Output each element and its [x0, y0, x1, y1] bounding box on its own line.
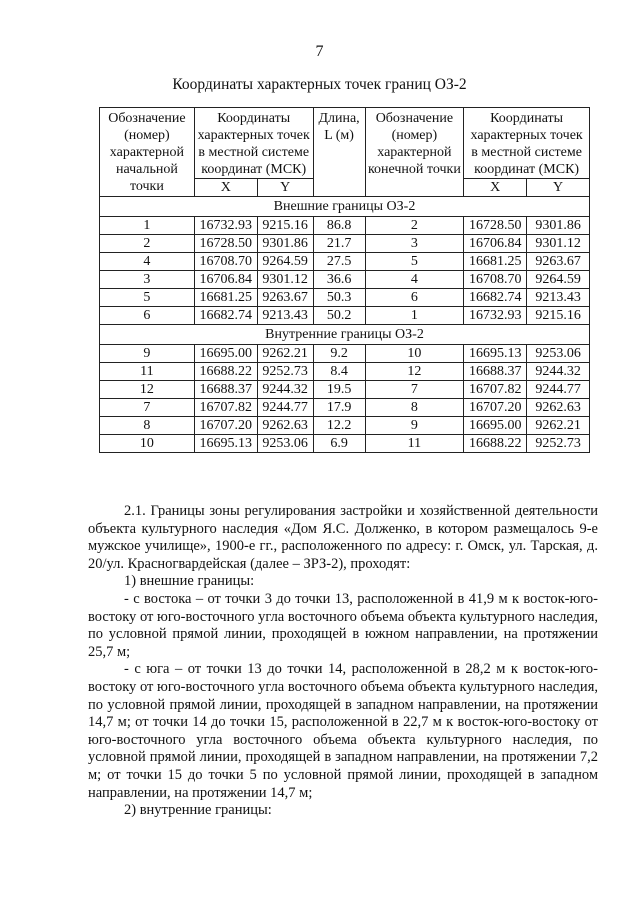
cell-start: 8: [100, 417, 195, 435]
cell-length: 86.8: [313, 217, 365, 235]
cell-y1: 9252.73: [257, 363, 313, 381]
cell-y2: 9301.12: [527, 235, 590, 253]
cell-length: 6.9: [313, 435, 365, 453]
cell-start: 4: [100, 253, 195, 271]
cell-start: 9: [100, 345, 195, 363]
cell-y1: 9244.32: [257, 381, 313, 399]
page-number: 7: [315, 43, 324, 60]
header-start-coords: Координаты характерных точек в местной системе координат (МСК): [194, 108, 313, 179]
cell-y1: 9244.77: [257, 399, 313, 417]
header-end-x: X: [464, 179, 527, 197]
cell-y1: 9262.21: [257, 345, 313, 363]
table-body: [100, 197, 590, 453]
cell-x1: 16695.13: [194, 435, 257, 453]
cell-end: 1: [365, 307, 464, 325]
paragraph-2-1: 2.1. Границы зоны регулирования застройки и хозяйственной деятельности объекта культурного наследия «Дом Я.С. Долженко, в котором размещалось 9-е мужское училище», 1900-е гг., расположенного по адресу: г. Омск, ул. Тарская, д. 20/ул. Красногвардейская (далее – ЗРЗ-2), проходят:: [88, 503, 598, 572]
cell-x2: 16707.82: [464, 381, 527, 399]
header-end-y: Y: [527, 179, 590, 197]
header-start-x: X: [194, 179, 257, 197]
header-end-coords: Координаты характерных точек в местной системе координат (МСК): [464, 108, 590, 179]
cell-start: 5: [100, 289, 195, 307]
table-row: [100, 253, 590, 271]
cell-x1: 16682.74: [194, 307, 257, 325]
cell-start: 2: [100, 235, 195, 253]
paragraph-south: - с юга – от точки 13 до точки 14, расположенной в 28,2 м к восток-юго-востоку от юго-восточного угла восточного объема объекта культурного наследия, по условной прямой линии, проходящей в западном направлении, на протяжении 14,7 м; от точки 14 до точки 15, расположенной в 22,7 м к восток-юго-востоку от юго-восточного угла восточного объема объекта культурного наследия, по условной прямой линии, проходящей в западном направлении, на протяжении 7,2 м; от точки 15 до точки 5 по условной прямой линии, проходящей в западном направлении, на протяжении 14,7 м;: [88, 661, 598, 801]
cell-end: 6: [365, 289, 464, 307]
cell-y2: 9244.32: [527, 363, 590, 381]
cell-x1: 16688.22: [194, 363, 257, 381]
cell-x2: 16688.22: [464, 435, 527, 453]
cell-y2: 9264.59: [527, 271, 590, 289]
table-row: [100, 307, 590, 325]
cell-x1: 16688.37: [194, 381, 257, 399]
cell-x2: 16707.20: [464, 399, 527, 417]
cell-x1: 16728.50: [194, 235, 257, 253]
paragraph-east: - с востока – от точки 3 до точки 13, расположенной в 41,9 м к восток-юго-востоку от юго-восточного угла восточного объема объекта культурного наследия, по условной прямой линии, проходящей в южном направлении, на протяжении 25,7 м;: [88, 590, 598, 660]
cell-end: 8: [365, 399, 464, 417]
table-row: [100, 271, 590, 289]
header-end-point: Обозначение (номер) характерной конечной точки: [365, 108, 464, 197]
cell-x2: 16695.00: [464, 417, 527, 435]
cell-length: 19.5: [313, 381, 365, 399]
cell-x2: 16688.37: [464, 363, 527, 381]
cell-start: 1: [100, 217, 195, 235]
cell-x2: 16706.84: [464, 235, 527, 253]
table-row: [100, 289, 590, 307]
table-header: [100, 108, 590, 197]
cell-length: 36.6: [313, 271, 365, 289]
cell-end: 3: [365, 235, 464, 253]
table-row: [100, 235, 590, 253]
cell-y1: 9253.06: [257, 435, 313, 453]
cell-y2: 9213.43: [527, 289, 590, 307]
cell-length: 50.3: [313, 289, 365, 307]
cell-length: 12.2: [313, 417, 365, 435]
cell-y1: 9262.63: [257, 417, 313, 435]
cell-length: 8.4: [313, 363, 365, 381]
cell-y1: 9264.59: [257, 253, 313, 271]
cell-y2: 9301.86: [527, 217, 590, 235]
cell-y2: 9252.73: [527, 435, 590, 453]
cell-length: 9.2: [313, 345, 365, 363]
cell-length: 50.2: [313, 307, 365, 325]
cell-y1: 9215.16: [257, 217, 313, 235]
cell-end: 11: [365, 435, 464, 453]
cell-x2: 16728.50: [464, 217, 527, 235]
table-row: [100, 363, 590, 381]
cell-start: 11: [100, 363, 195, 381]
table-row: [100, 345, 590, 363]
table-row: [100, 399, 590, 417]
cell-y1: 9301.86: [257, 235, 313, 253]
header-length: Длина, L (м): [313, 108, 365, 197]
cell-x2: 16732.93: [464, 307, 527, 325]
cell-length: 27.5: [313, 253, 365, 271]
cell-start: 3: [100, 271, 195, 289]
cell-length: 21.7: [313, 235, 365, 253]
cell-x1: 16695.00: [194, 345, 257, 363]
section-title-internal: Внутренние границы ОЗ-2: [100, 325, 590, 345]
cell-x1: 16681.25: [194, 289, 257, 307]
cell-x1: 16732.93: [194, 217, 257, 235]
body-text: [88, 503, 598, 820]
cell-x1: 16707.20: [194, 417, 257, 435]
cell-y1: 9263.67: [257, 289, 313, 307]
cell-y2: 9263.67: [527, 253, 590, 271]
cell-y2: 9262.21: [527, 417, 590, 435]
cell-end: 10: [365, 345, 464, 363]
cell-x2: 16682.74: [464, 289, 527, 307]
table-row: [100, 381, 590, 399]
cell-x1: 16707.82: [194, 399, 257, 417]
cell-y1: 9301.12: [257, 271, 313, 289]
cell-y1: 9213.43: [257, 307, 313, 325]
coordinates-table: [99, 107, 590, 453]
cell-end: 4: [365, 271, 464, 289]
cell-x1: 16708.70: [194, 253, 257, 271]
cell-start: 7: [100, 399, 195, 417]
cell-x2: 16695.13: [464, 345, 527, 363]
cell-y2: 9215.16: [527, 307, 590, 325]
cell-length: 17.9: [313, 399, 365, 417]
paragraph-external-boundaries: 1) внешние границы:: [124, 573, 255, 590]
cell-x2: 16708.70: [464, 271, 527, 289]
cell-end: 9: [365, 417, 464, 435]
header-start-y: Y: [257, 179, 313, 197]
section-title-external: Внешние границы ОЗ-2: [100, 197, 590, 217]
paragraph-internal-boundaries: 2) внутренние границы:: [124, 802, 272, 819]
cell-start: 6: [100, 307, 195, 325]
cell-y2: 9262.63: [527, 399, 590, 417]
cell-end: 12: [365, 363, 464, 381]
table-title: Координаты характерных точек границ ОЗ-2: [172, 76, 467, 93]
table-row: [100, 217, 590, 235]
header-start-point: Обозначение (номер) характерной начальной точки: [100, 108, 195, 197]
cell-end: 5: [365, 253, 464, 271]
cell-x2: 16681.25: [464, 253, 527, 271]
cell-end: 2: [365, 217, 464, 235]
table-row: [100, 417, 590, 435]
cell-end: 7: [365, 381, 464, 399]
cell-y2: 9244.77: [527, 381, 590, 399]
cell-x1: 16706.84: [194, 271, 257, 289]
table-row: [100, 435, 590, 453]
cell-y2: 9253.06: [527, 345, 590, 363]
cell-start: 10: [100, 435, 195, 453]
cell-start: 12: [100, 381, 195, 399]
